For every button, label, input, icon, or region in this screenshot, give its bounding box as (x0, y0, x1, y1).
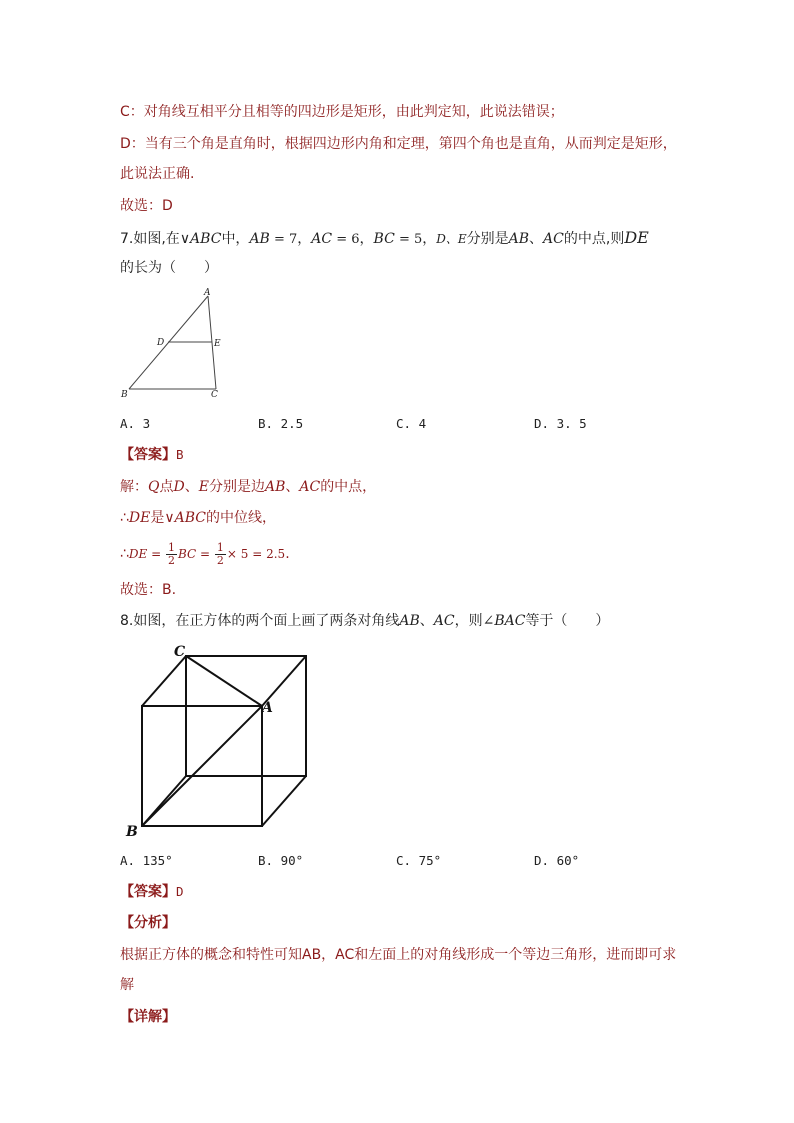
q8-stem: 8.如图，在正方体的两个面上画了两条对角线AB、AC，则∠BAC等于（ ） (120, 613, 610, 629)
q7-triangle-figure (118, 286, 228, 402)
q8-cube-back-face (186, 656, 306, 776)
q7-solution-line3: ∴DE = $\frac{1}{2}$ BC = $\frac{1}{2}$ × 5 = 2.5. (120, 540, 290, 567)
q7-option-c: C. 4 (396, 416, 427, 431)
option-d-explanation-line2: 此说法正确. (120, 166, 195, 182)
q8-label-c: C (174, 644, 186, 660)
previous-choice: 故选：D (120, 198, 173, 214)
q7-option-b: B. 2.5 (258, 416, 304, 431)
q8-analysis-heading: 【分析】 (120, 915, 176, 931)
q8-option-c: C. 75° (396, 853, 442, 868)
q7-stem-line2: 的长为（ ） (120, 260, 218, 276)
q8-number: 8. (120, 613, 134, 629)
q8-option-b: B. 90° (258, 853, 304, 868)
q7-label-d: D (157, 338, 165, 348)
q8-analysis-line2: 解 (120, 977, 134, 993)
q8-cube-edge (262, 656, 306, 706)
option-c-explanation: C：对角线互相平分且相等的四边形是矩形，由此判定知，此说法错误； (120, 104, 564, 120)
q7-stem-line1: 7.如图,在∨ABC中，AB = 7，AC = 6，BC = 5，D、E分别是AB、AC的中点,则DE (120, 228, 649, 247)
q8-diagonal-ab (142, 706, 262, 826)
q8-label-a: A (262, 700, 273, 716)
option-d-explanation-line1: D：当有三个角是直角时，根据四边形内角和定理，第四个角也是直角，从而判定是矩形， (120, 136, 677, 152)
q7-choice: 故选：B. (120, 582, 177, 598)
fraction-one-half: $\frac{1}{2}$ (168, 540, 175, 567)
fraction-one-half: $\frac{1}{2}$ (216, 540, 224, 567)
q7-solution-line2: ∴DE是∨ABC的中位线， (120, 510, 276, 526)
q8-cube-edge (262, 776, 306, 826)
q7-label-c: C (211, 390, 218, 400)
q8-answer: 【答案】D (120, 884, 184, 900)
q8-cube-edge (142, 656, 186, 706)
q7-option-d: D. 3. 5 (534, 416, 587, 431)
q8-label-b: B (126, 824, 138, 840)
q7-solution-line1: 解：Q点D、E分别是边AB、AC的中点， (120, 479, 377, 495)
q7-number: 7. (120, 231, 134, 247)
q7-option-a: A. 3 (120, 416, 151, 431)
q8-cube-figure (120, 640, 320, 840)
q7-label-e: E (214, 339, 221, 349)
q7-triangle: ∨ABC (179, 231, 222, 247)
q8-diagonal-ac (186, 656, 262, 706)
q7-label-a: A (204, 288, 211, 298)
q8-analysis-line1: 根据正方体的概念和特性可知AB，AC和左面上的对角线形成一个等边三角形，进而即可求 (120, 947, 677, 963)
q8-detail-heading: 【详解】 (120, 1009, 176, 1025)
q8-option-a: A. 135° (120, 853, 173, 868)
q8-option-d: D. 60° (534, 853, 580, 868)
q7-answer: 【答案】B (120, 447, 184, 463)
q7-label-b: B (121, 390, 128, 400)
